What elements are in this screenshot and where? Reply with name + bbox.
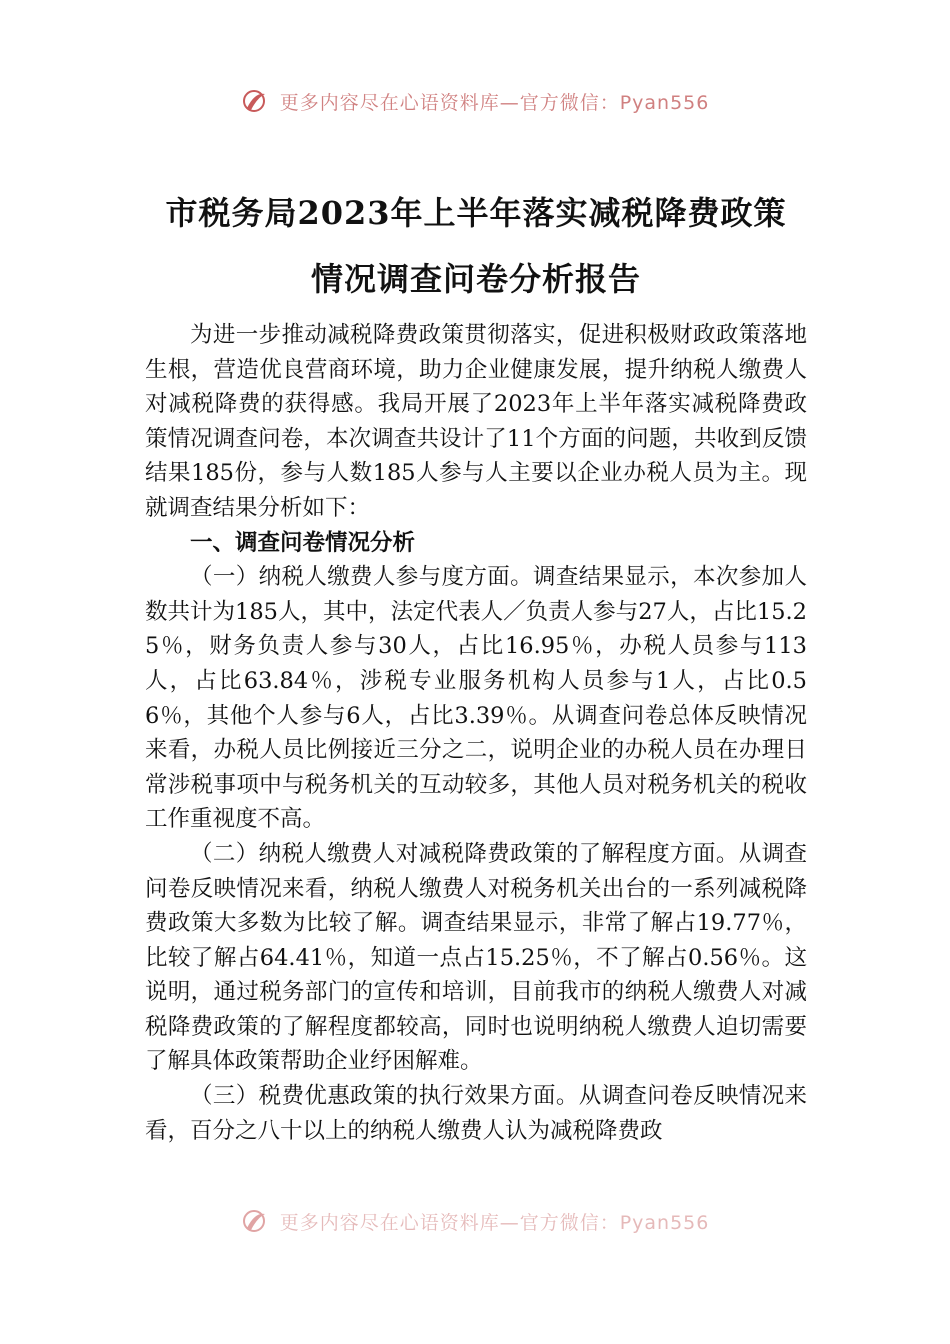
library-logo-icon <box>241 1208 269 1239</box>
paragraph-policy-effect: （三）税费优惠政策的执行效果方面。从调查问卷反映情况来看，百分之八十以上的纳税人缴费人认为减税降费政 <box>145 1083 807 1144</box>
paragraph-participation: （一）纳税人缴费人参与度方面。调查结果显示，本次参加人数共计为185人，其中，法定代表人／负责人参与27人，占比15.25％，财务负责人参与30人，占比16.95％，办税人员参与113人，占比63.84％，涉税专业服务机构人员参与1人，占比0.56％，其他个人参与6人，占比3.39％。从调查问卷总体反映情况来看，办税人员比例接近三分之二，说明企业的办税人员在办理日常涉税事项中与税务机关的互动较多，其他人员对税务机关的税收工作重视度不高。 <box>145 564 807 833</box>
intro-paragraph: 为进一步推动减税降费政策贯彻落实，促进积极财政政策落地生根，营造优良营商环境，助力企业健康发展，提升纳税人缴费人对减税降费的获得感。我局开展了2023年上半年落实减税降费政策情况调查问卷，本次调查共设计了11个方面的问题，共收到反馈结果185份，参与人数185人参与人主要以企业办税人员为主。现就调查结果分析如下： <box>145 322 807 521</box>
document-title-line-1: 市税务局2023年上半年落实减税降费政策 <box>165 194 787 232</box>
paragraph-policy-awareness: （二）纳税人缴费人对减税降费政策的了解程度方面。从调查问卷反映情况来看，纳税人缴费人对税务机关出台的一系列减税降费政策大多数为比较了解。调查结果显示，非常了解占19.77％，比较了解占64.41％，知道一点占15.25％，不了解占0.56％。这说明，通过税务部门的宣传和培训，目前我市的纳税人缴费人对减税降费政策的了解程度都较高，同时也说明纳税人缴费人迫切需要了解具体政策帮助企业纾困解难。 <box>145 840 807 1075</box>
document-body <box>145 318 807 1148</box>
watermark-text: 更多内容尽在心语资料库—官方微信：Pyan556 <box>279 92 710 114</box>
section-heading: 一、调查问卷情况分析 <box>190 529 416 556</box>
document-page <box>145 180 807 1148</box>
library-logo-icon <box>241 88 269 119</box>
watermark-text: 更多内容尽在心语资料库—官方微信：Pyan556 <box>279 1212 710 1234</box>
document-title-line-2: 情况调查问卷分析报告 <box>310 260 641 298</box>
watermark-footer <box>0 1208 950 1239</box>
watermark-header <box>0 88 950 119</box>
